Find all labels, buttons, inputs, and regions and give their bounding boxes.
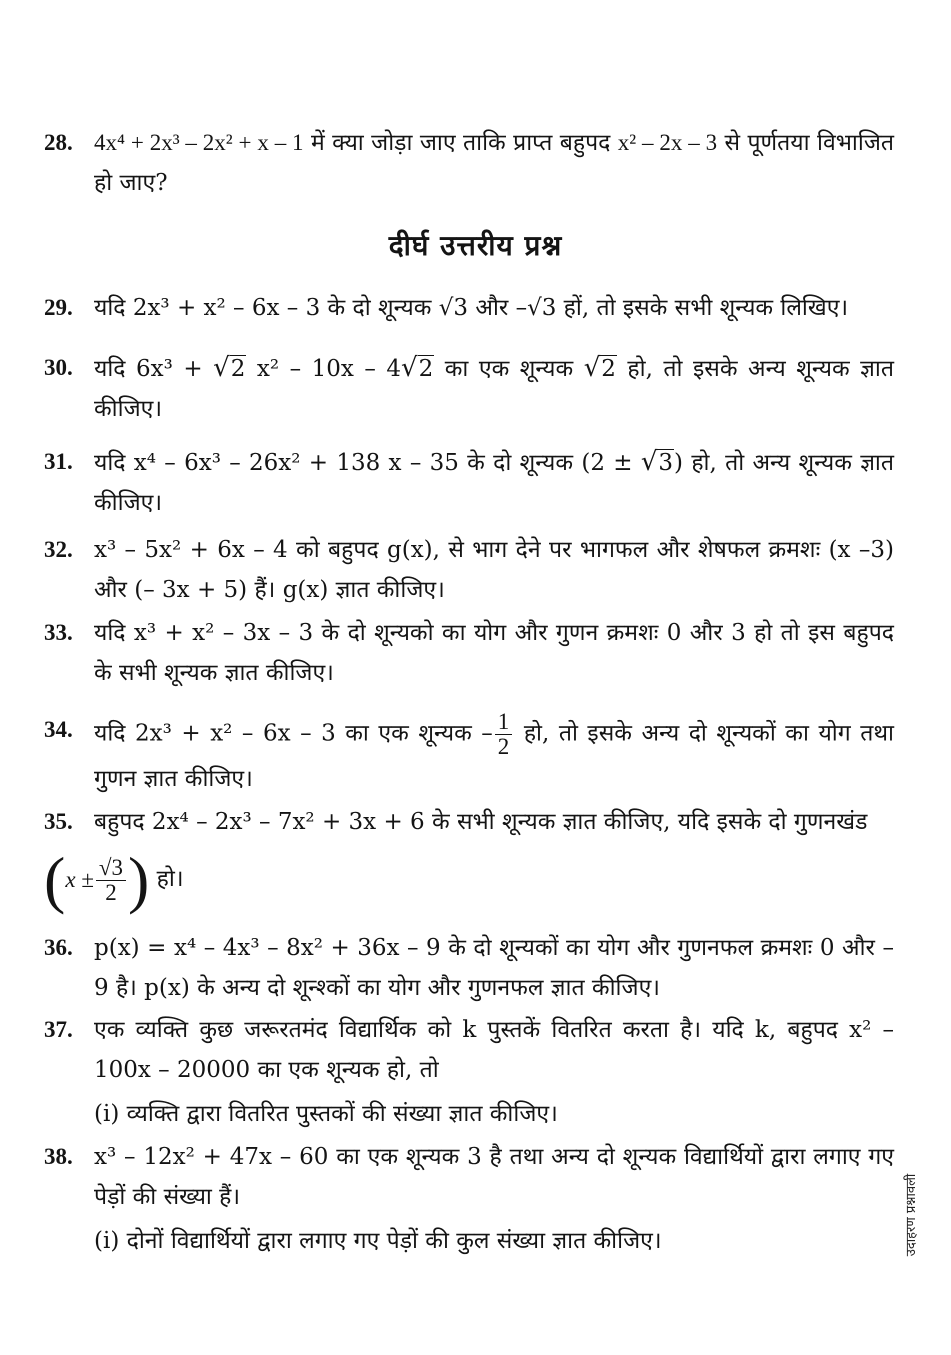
question-text: x³ – 12x² + 47x – 60 का एक शून्यक 3 है तथा अन्य दो शून्यक विद्यार्थियों द्वारा लगाए गए पेड़ों की संख्या हैं। <box>94 1144 894 1210</box>
question-number: 37. <box>44 1017 73 1042</box>
question-number: 33. <box>44 620 73 645</box>
question-number: 30. <box>44 355 73 380</box>
question-30 <box>44 348 894 429</box>
question-text: एक व्यक्ति कुछ जरूरतमंद विद्यार्थिक को k पुस्तकें वितरित करता है। यदि k, बहुपद x² – 100x – 20000 का एक शून्यक हो, तो <box>94 1017 894 1083</box>
question-36 <box>44 928 894 1008</box>
question-34 <box>44 710 894 799</box>
question-number: 35. <box>44 809 73 834</box>
question-text: यदि 6x³ + √2 x² – 10x – 4√2 का एक शून्यक √2 हो, तो इसके अन्य शून्यक ज्ञात कीजिए। <box>94 353 894 422</box>
fraction: $\frac{1}{2}$ <box>495 710 513 759</box>
polynomial: 4x⁴ + 2x³ – 2x² + x – 1 <box>94 130 304 155</box>
question-text: यदि x³ + x² – 3x – 3 के दो शून्यको का योग और गुणन क्रमशः 0 और 3 हो तो इस बहुपद के सभी शून्यक ज्ञात कीजिए। <box>94 620 894 686</box>
question-text: p(x) = x⁴ – 4x³ – 8x² + 36x – 9 के दो शून्यकों का योग और गुणनफल क्रमशः 0 और – 9 है। p(x) के अन्य दो शून्श्कों का योग और गुणनफल ज्ञात कीजिए। <box>94 935 894 1001</box>
question-33 <box>44 613 894 693</box>
question-38 <box>44 1137 894 1261</box>
question-29 <box>44 288 894 328</box>
sub-question: (i) व्यक्ति द्वारा वितरित पुस्तकों की संख्या ज्ञात कीजिए। <box>94 1101 558 1127</box>
question-35 <box>44 802 894 915</box>
sqrt-expression: √2 <box>583 353 616 383</box>
question-text: यदि 2x³ + x² – 6x – 3 के दो शून्यक √3 और –√3 हों, तो इसके सभी शून्यक लिखिए। <box>94 295 849 321</box>
question-number: 38. <box>44 1144 73 1169</box>
fraction: $\frac{√3}{2}$ <box>96 856 126 905</box>
section-heading: दीर्घ उत्तरीय प्रश्न <box>388 229 563 262</box>
question-28 <box>44 123 894 203</box>
sqrt-expression: √3 <box>640 447 674 477</box>
question-text: यदि 2x³ + x² – 6x – 3 का एक शून्यक – $\frac{1}{2}$ हो, तो इसके अन्य दो शून्यकों का योग तथा गुणन ज्ञात कीजिए। <box>94 709 894 792</box>
question-37 <box>44 1010 894 1134</box>
sqrt-expression: √2 <box>213 353 246 383</box>
question-number: 34. <box>44 717 73 742</box>
sqrt-expression: √2 <box>401 353 434 383</box>
question-32 <box>44 530 894 610</box>
divisor-polynomial: x² – 2x – 3 <box>617 130 718 155</box>
question-text: यदि x⁴ – 6x³ – 26x² + 138 x – 35 के दो शून्यक (2 ± √3) हो, तो अन्य शून्यक ज्ञात कीजिए। <box>94 447 894 516</box>
question-number: 29. <box>44 295 73 320</box>
question-31 <box>44 442 894 523</box>
question-number: 28. <box>44 130 73 155</box>
question-text: बहुपद 2x⁴ – 2x³ – 7x² + 3x + 6 के सभी शून्यक ज्ञात कीजिए, यदि इसके दो गुणनखंड ( x ± $\frac{√3}{2}$ ) हो। <box>44 809 868 915</box>
factor-expression: ( x ± $\frac{√3}{2}$ ) <box>44 844 150 915</box>
question-number: 32. <box>44 537 73 562</box>
question-text: 4x⁴ + 2x³ – 2x² + x – 1 में क्या जोड़ा जाए ताकि प्राप्त बहुपद x² – 2x – 3 से पूर्णतया विभाजित हो जाए? <box>94 130 894 196</box>
question-text: x³ – 5x² + 6x – 4 को बहुपद g(x), से भाग देने पर भागफल और शेषफल क्रमशः (x –3) और (– 3x + 5) हैं। g(x) ज्ञात कीजिए। <box>94 537 894 603</box>
sub-question: (i) दोनों विद्यार्थियों द्वारा लगाए गए पेड़ों की कुल संख्या ज्ञात कीजिए। <box>94 1228 662 1254</box>
question-number: 36. <box>44 935 73 960</box>
question-number: 31. <box>44 449 73 474</box>
side-margin-label: उदाहरण प्रश्नावली <box>904 1173 919 1257</box>
